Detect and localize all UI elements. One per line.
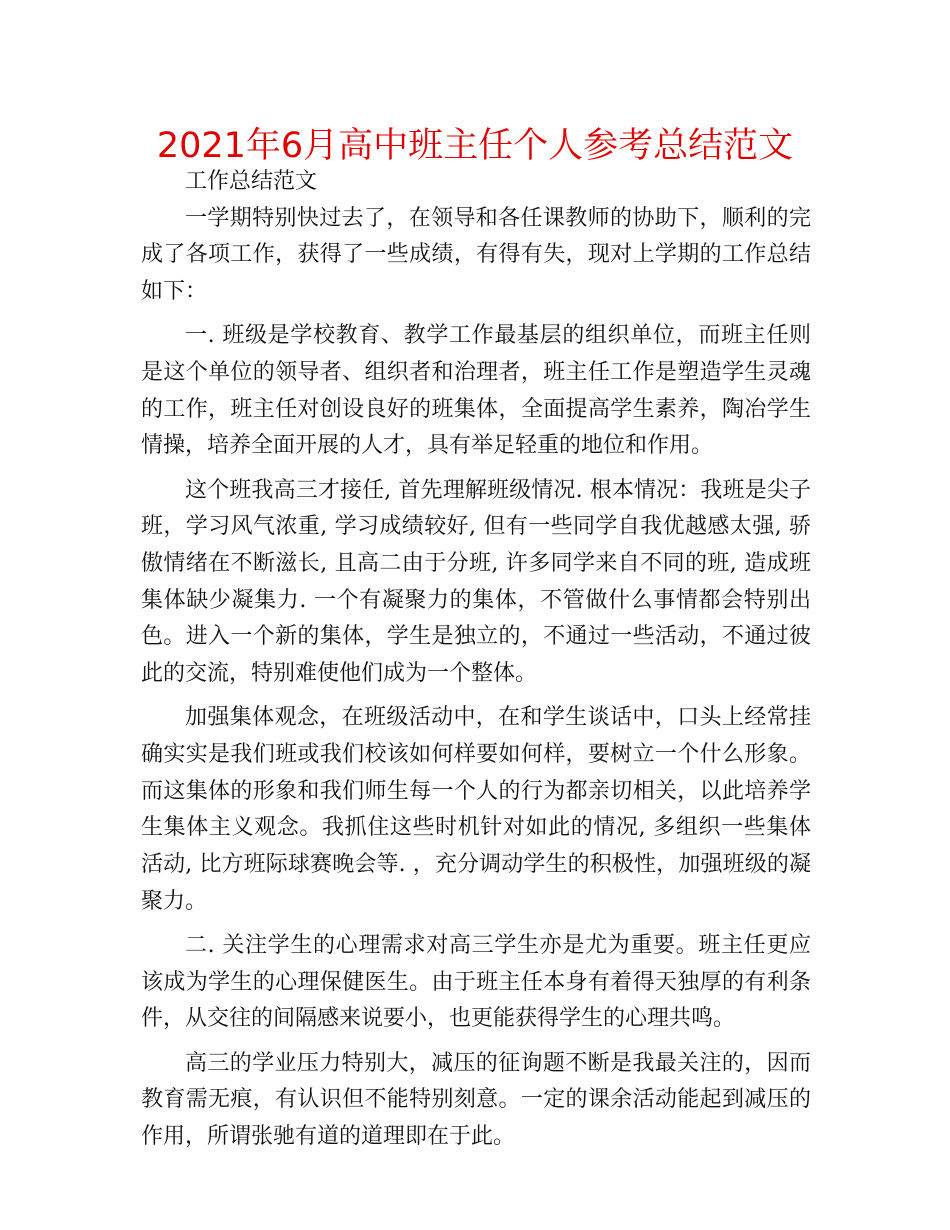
paragraph: 一. 班级是学校教育、教学工作最基层的组织单位，而班主任则是这个单位的领导者、组织者和治理者，班主任工作是塑造学生灵魂的工作，班主任对创设良好的班集体，全面提高学生素养，陶冶学生情操，培养全面开展的人才，具有举足轻重的地位和作用。 bbox=[141, 323, 811, 459]
document-title: 2021年6月高中班主任个人参考总结范文 bbox=[156, 126, 794, 166]
paragraph: 二. 关注学生的心理需求对高三学生亦是尤为重要。班主任更应该成为学生的心理保健医生。由于班主任本身有着得天独厚的有利条件，从交往的间隔感来说要小，也更能获得学生的心理共鸣。 bbox=[141, 933, 811, 1032]
paragraph: 加强集体观念，在班级活动中，在和学生谈话中，口头上经常挂确实实是我们班或我们校该如何样要如何样，要树立一个什么形象。而这集体的形象和我们师生每一个人的行为都亲切相关，以此培养学生集体主义观念。我抓住这些时机针对如此的情况, 多组织一些集体活动, 比方班际球赛晚会等. ，充分调动学生的积极性，加强班级的凝聚力。 bbox=[141, 705, 811, 914]
paragraph: 这个班我高三才接任, 首先理解班级情况. 根本情况：我班是尖子班，学习风气浓重, 学习成绩较好, 但有一些同学自我优越感太强, 骄傲情绪在不断滋长, 且高二由于分班, 许多同学来自不同的班, 造成班集体缺少凝集力. 一个有凝聚力的集体，不管做什么事情都会特别出色。进入一个新的集体，学生是独立的，不通过一些活动，不通过彼此的交流，特别难使他们成为一个整体。 bbox=[141, 477, 811, 687]
document-subtitle: 工作总结范文 bbox=[185, 169, 318, 194]
document-body bbox=[141, 164, 811, 1163]
paragraph: 高三的学业压力特别大，减压的征询题不断是我最关注的，因而教育需无痕，有认识但不能特别刻意。一定的课余活动能起到减压的作用，所谓张驰有道的道理即在于此。 bbox=[141, 1050, 811, 1150]
paragraph: 一学期特别快过去了，在领导和各任课教师的协助下，顺利的完成了各项工作，获得了一些成绩，有得有失，现对上学期的工作总结如下： bbox=[141, 205, 811, 305]
